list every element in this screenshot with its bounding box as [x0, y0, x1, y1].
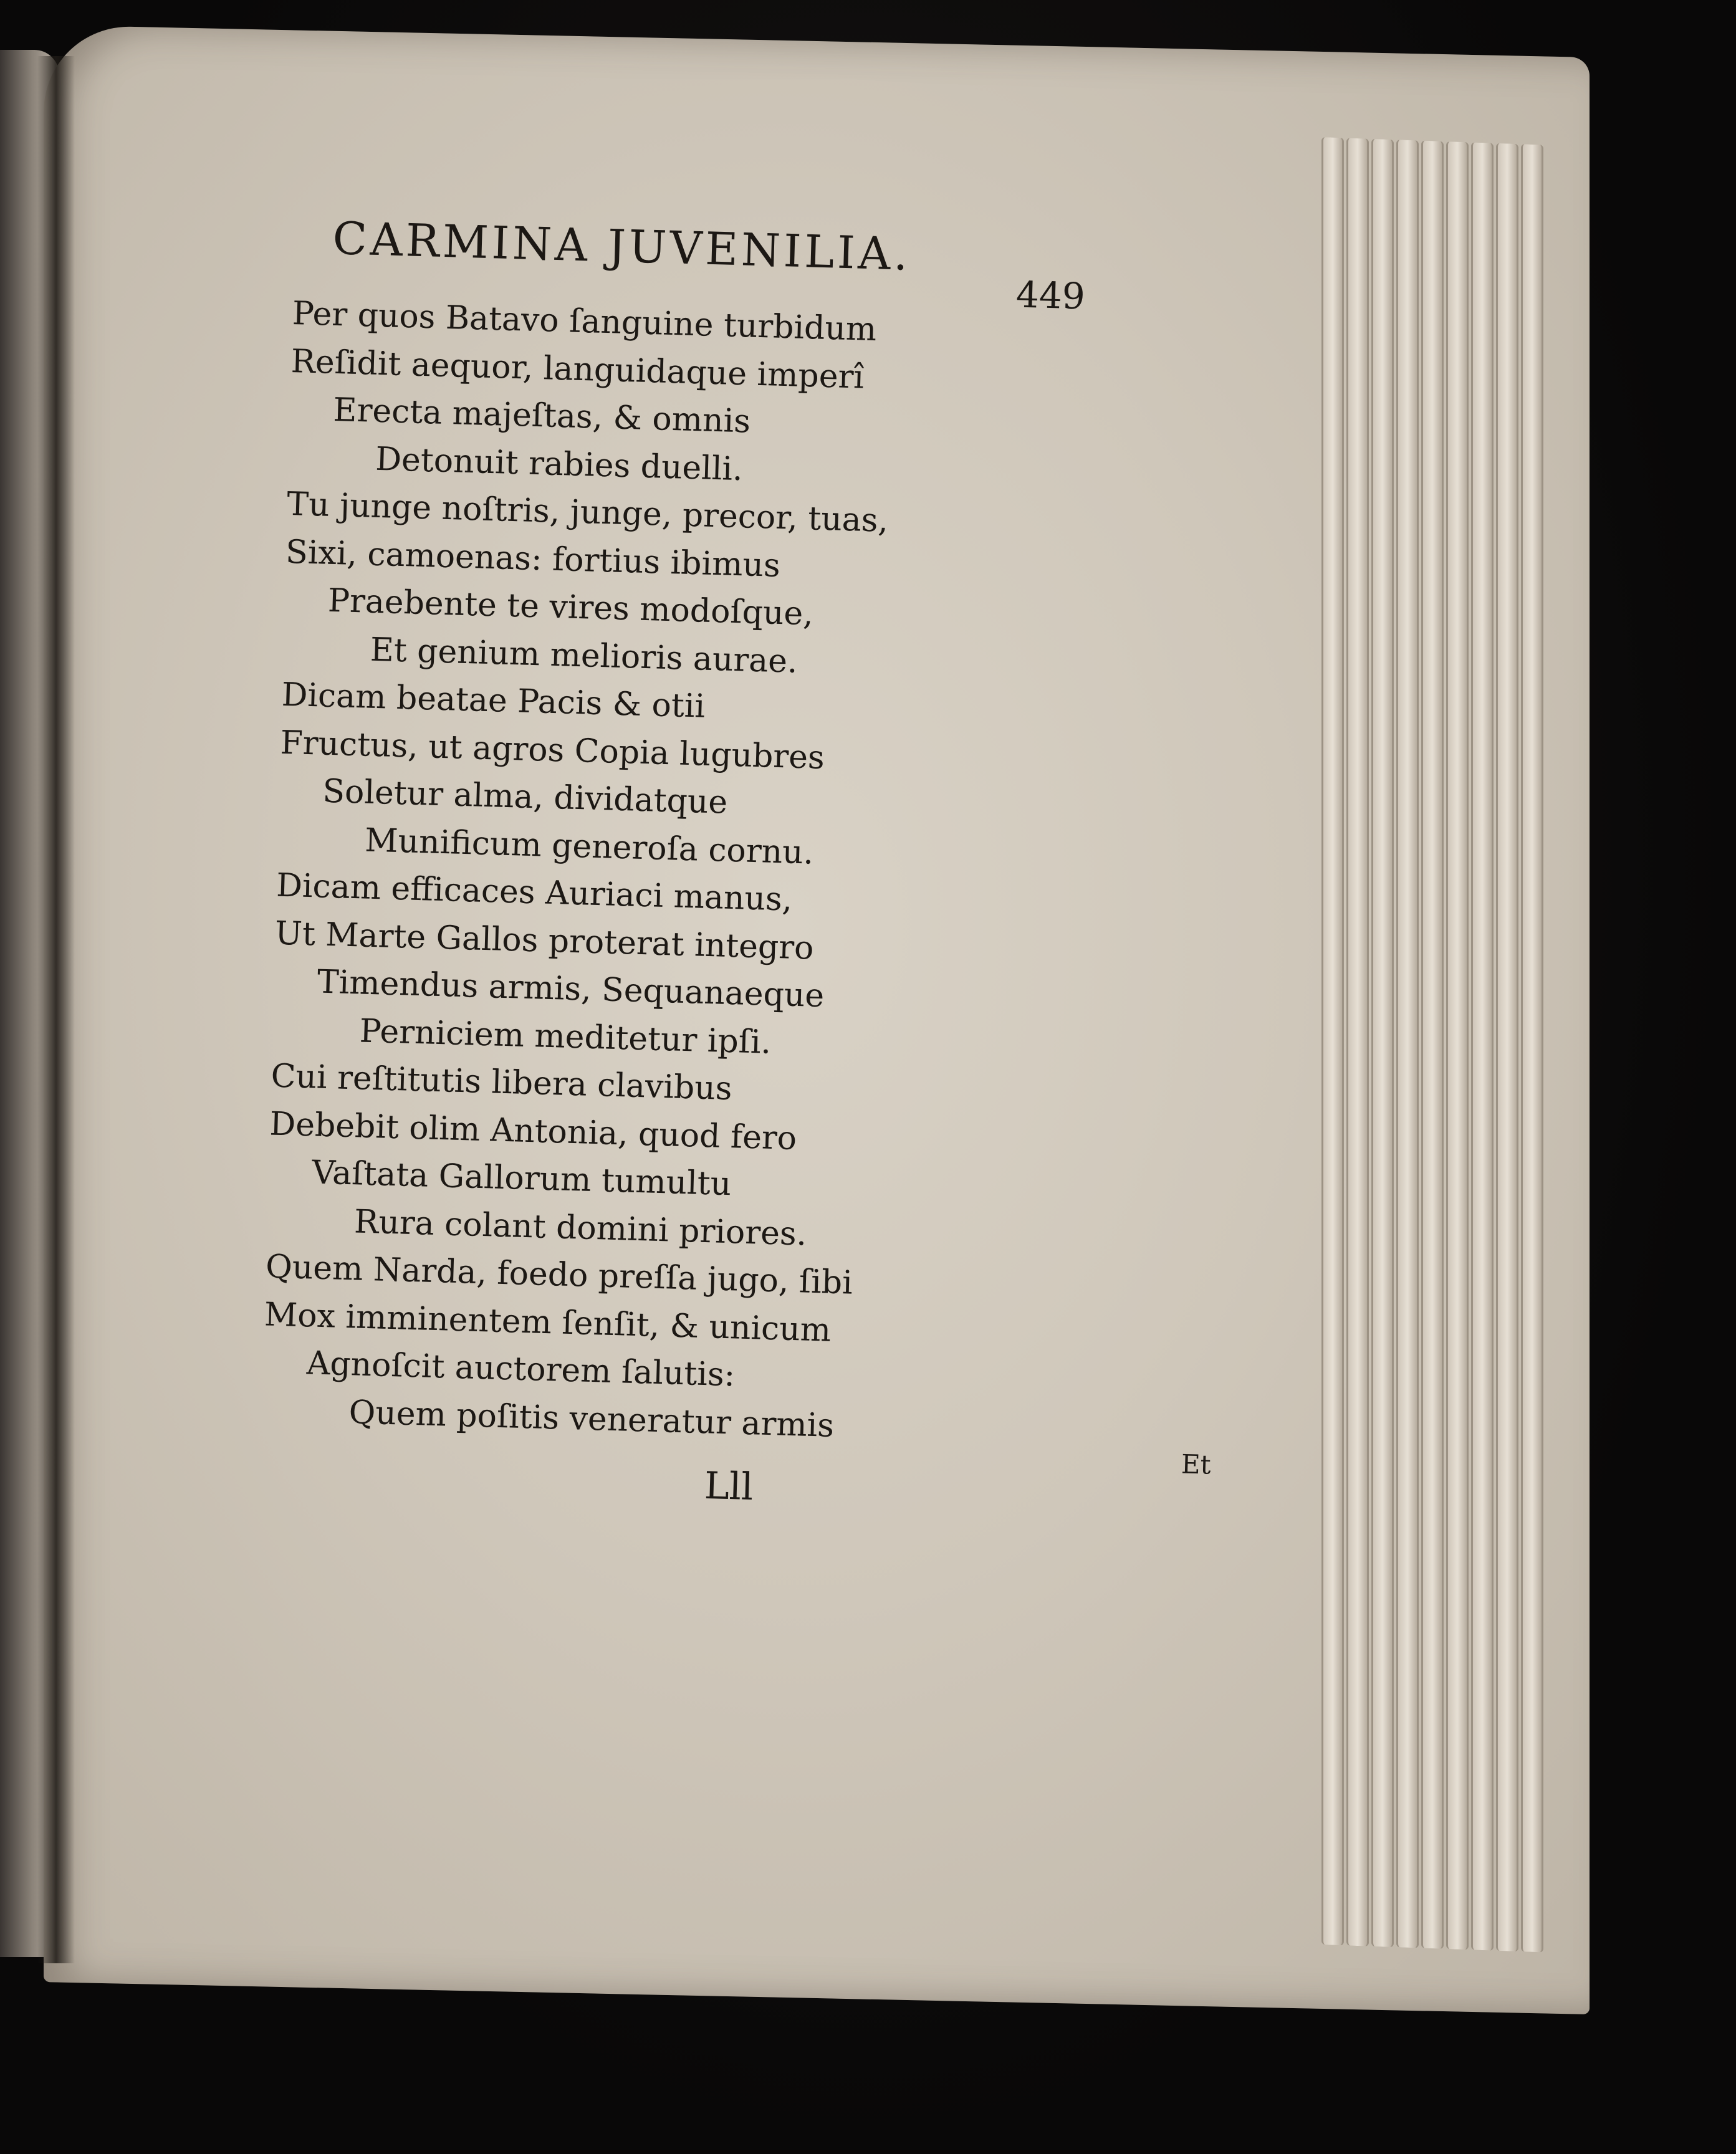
verse-line: Et genium melioris aurae.	[370, 631, 798, 681]
verse-line: Perniciem meditetur ipſi.	[359, 1012, 772, 1061]
verse-line: Vaſtata Gallorum tumultu	[311, 1154, 732, 1204]
verse-line: Rura colant domini priores.	[353, 1202, 807, 1253]
verse-line: Quem Narda, foedo preſſa jugo, ſibi	[265, 1248, 853, 1302]
verse-line: Munificum generoſa cornu.	[364, 821, 815, 872]
verse-line: Reſidit aequor, languidaque imperî	[290, 342, 865, 396]
verse-line: Debebit olim Antonia, quod fero	[269, 1104, 797, 1157]
verse-line: Per quos Batavo ſanguine turbidum	[292, 294, 878, 349]
verse-line: Soletur alma, dividatque	[322, 772, 728, 821]
verse-line: Cui reſtitutis libera clavibus	[270, 1057, 733, 1108]
verse-line: Fructus, ut agros Copia lugubres	[279, 724, 825, 777]
verse-line: Ut Marte Gallos proterat integro	[274, 914, 815, 967]
running-head: CARMINA JUVENILIA.	[332, 212, 912, 280]
verse-line: Sixi, camoenas: fortius ibimus	[285, 533, 781, 585]
verse-line: Detonuit rabies duelli.	[375, 440, 744, 488]
verse-line: Agnoſcit auctorem ſalutis:	[306, 1344, 736, 1394]
page-number: 449	[1015, 273, 1086, 318]
verse-block	[261, 290, 1353, 1463]
catchword: Et	[1181, 1448, 1212, 1480]
verse-line: Praebente te vires modoſque,	[327, 582, 814, 633]
verse-line: Mox imminentem ſenſit, & unicum	[264, 1295, 832, 1349]
verse-line: Erecta majeſtas, & omnis	[332, 391, 751, 441]
verse-line: Dicam beatae Pacis & otii	[281, 676, 706, 725]
verse-line: Quem poſitis veneratur armis	[348, 1393, 835, 1445]
verse-line: Timendus armis, Sequanaeque	[317, 963, 825, 1015]
signature-mark: Lll	[704, 1463, 754, 1510]
verse-line: Tu junge noſtris, junge, precor, tuas,	[286, 485, 889, 540]
verse-line: Dicam efficaces Auriaci manus,	[276, 866, 794, 919]
